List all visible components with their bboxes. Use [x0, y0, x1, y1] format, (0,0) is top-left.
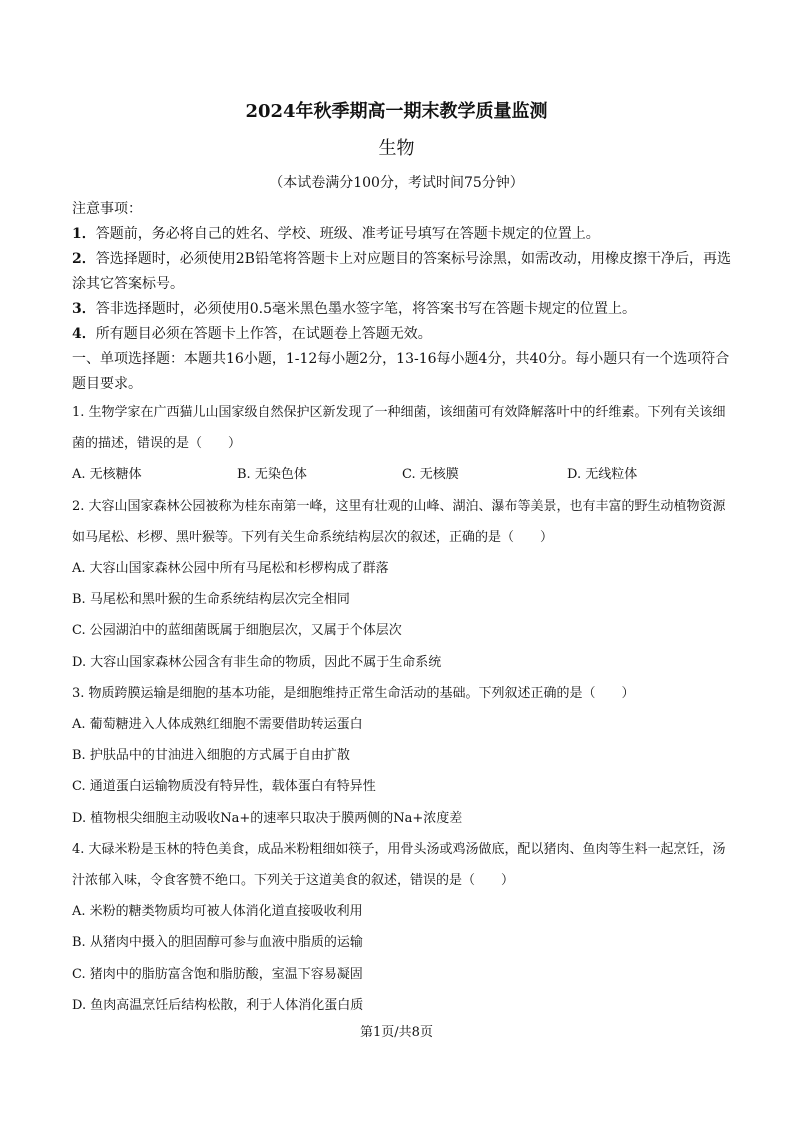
question-option: D. 大容山国家森林公园含有非生命的物质，因此不属于生命系统	[72, 654, 442, 670]
question-option: A. 大容山国家森林公园中所有马尾松和杉椤构成了群落	[72, 561, 389, 577]
section-heading: 一、单项选择题：本题共16小题，1-12每小题2分，13-16每小题4分，共40分。每小题只有一个选项符合题目要求。	[72, 351, 730, 392]
question-option: A. 无核糖体	[72, 467, 142, 483]
question-option: C. 公园湖泊中的蓝细菌既属于细胞层次，又属于个体层次	[72, 623, 402, 639]
question-stem: 3. 物质跨膜运输是细胞的基本功能，是细胞维持正常生命活动的基础。下列叙述正确的是（ ）	[72, 685, 635, 701]
note-text: 答选择题时，必须使用2B铅笔将答题卡上对应题目的答案标号涂黑，如需改动，用橡皮擦干净后，再选涂其它答案标号。	[72, 251, 731, 292]
notes-heading: 注意事项：	[72, 201, 142, 217]
question-option: A. 米粉的糖类物质均可被人体消化道直接吸收利用	[72, 904, 363, 920]
questions-list	[72, 397, 732, 1021]
question-option: D. 植物根尖细胞主动吸收Na+的速率只取决于膜两侧的Na+浓度差	[72, 810, 463, 826]
question-option: B. 无染色体	[237, 467, 307, 483]
question-stem: 2. 大容山国家森林公园被称为桂东南第一峰，这里有壮观的山峰、湖泊、瀑布等美景，也有丰富的野生动植物资源如马尾松、杉椤、黑叶猴等。下列有关生命系统结构层次的叙述，正确的是（ ）	[72, 498, 726, 545]
question-option: A. 葡萄糖进入人体成熟红细胞不需要借助转运蛋白	[72, 717, 363, 733]
question-option: B. 从猪肉中摄入的胆固醇可参与血液中脂质的运输	[72, 935, 363, 951]
question-option: D. 鱼肉高温烹饪后结构松散，利于人体消化蛋白质	[72, 997, 364, 1013]
note-item	[72, 297, 732, 322]
question-options-row	[72, 459, 732, 490]
question-option: D. 无线粒体	[567, 467, 638, 483]
note-text: 答非选择题时，必须使用0.5毫米黑色墨水签字笔，将答案书写在答题卡规定的位置上。	[95, 301, 637, 317]
note-number: 2．	[72, 251, 96, 267]
notes-section	[72, 197, 732, 397]
note-text: 答题前，务必将自己的姓名、学校、班级、准考证号填写在答题卡规定的位置上。	[95, 226, 600, 242]
note-item	[72, 222, 732, 247]
note-number: 1．	[72, 226, 96, 242]
exam-info: （本试卷满分100分，考试时间75分钟）	[269, 175, 524, 191]
note-number: 3．	[72, 301, 96, 317]
question-stem: 4. 大碌米粉是玉林的特色美食，成品米粉粗细如筷子，用骨头汤或鸡汤做底，配以猪肉、鱼肉等生料一起烹饪，汤汁浓郁入味，令食客赞不绝口。下列关于这道美食的叙述，错误的是（ ）	[72, 841, 726, 889]
question-option: B. 马尾松和黑叶猴的生命系统结构层次完全相同	[72, 592, 350, 608]
question-stem: 1. 生物学家在广西猫儿山国家级自然保护区新发现了一种细菌，该细菌可有效降解落叶中的纤维素。下列有关该细菌的描述，错误的是（ ）	[72, 405, 726, 452]
exam-subject: 生物	[378, 138, 415, 159]
question-option: C. 通道蛋白运输物质没有特异性，载体蛋白有特异性	[72, 779, 376, 795]
page-footer: 第1页/共8页	[360, 1025, 433, 1040]
note-item	[72, 247, 732, 297]
question-option: C. 猪肉中的脂肪富含饱和脂肪酸，室温下容易凝固	[72, 966, 363, 982]
note-item	[72, 322, 732, 347]
note-text: 所有题目必须在答题卡上作答，在试题卷上答题无效。	[95, 326, 432, 342]
question-option: B. 护肤品中的甘油进入细胞的方式属于自由扩散	[72, 748, 350, 764]
exam-title: 2024年秋季期高一期末教学质量监测	[245, 101, 548, 122]
question-option: C. 无核膜	[402, 467, 459, 483]
note-number: 4．	[72, 326, 96, 342]
